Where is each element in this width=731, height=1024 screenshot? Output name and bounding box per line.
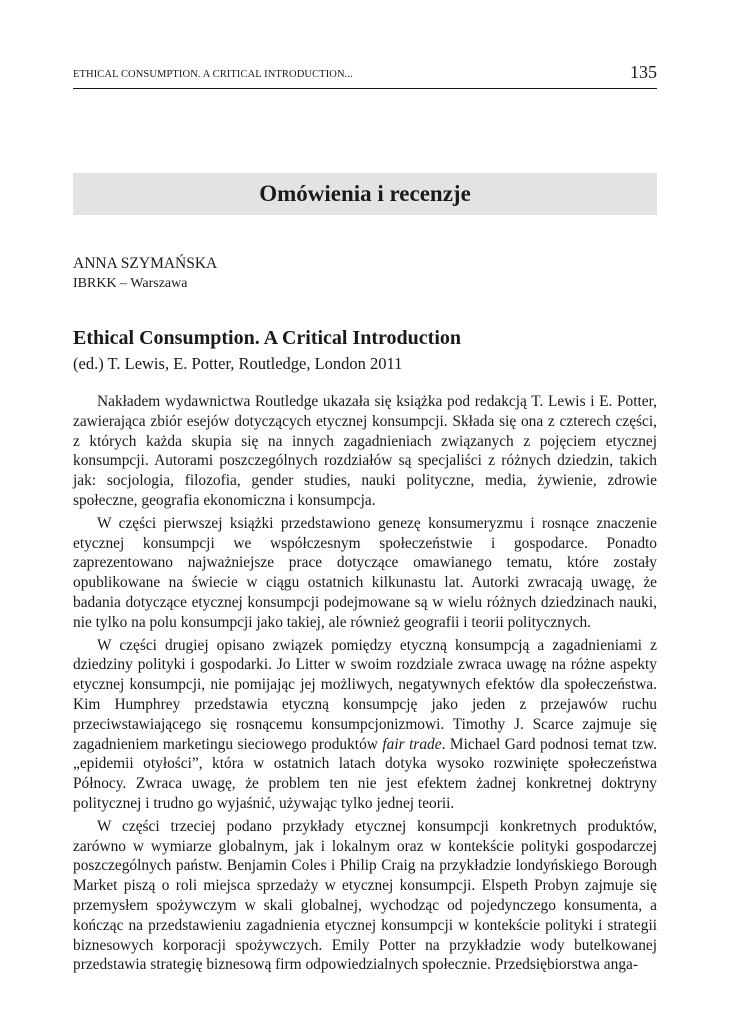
paragraph-4: W części trzeciej podano przykłady etycznej konsumpcji konkretnych produktów, zarówno w wymiarze globalnym, jak i lokalnym oraz w kontekście polityki gospodarczej poszczególnych państw. Benjamin Coles i Philip Craig na przykładzie londyńskiego Borough Market piszą o roli miejsca sprzedaży w etycznej konsumpcji. Elspeth Probyn zajmuje się przemysłem spożywczym w skali globalnej, wychodząc od pojedynczego konsumenta, a kończąc na przedstawieniu zagadnienia etycznej konsumpcji w kontekście polityki i strategii biznesowych korporacji spożywczych. Emily Potter na przykładzie wody butelkowanej przedstawia strategię biznesową firm odpowiedzialnych społecznie. Przedsiębiorstwa anga-: [73, 817, 657, 974]
book-title: Ethical Consumption. A Critical Introduction: [73, 327, 462, 349]
paragraph-3: [73, 636, 657, 814]
author-name: ANNA SZYMAŃSKA: [73, 255, 218, 272]
running-title: ETHICAL CONSUMPTION. A CRITICAL INTRODUCTION...: [73, 69, 353, 80]
section-title: Omówienia i recenzje: [73, 173, 657, 215]
paragraph-1: Nakładem wydawnictwa Routledge ukazała się książka pod redakcją T. Lewis i E. Potter, zawierająca zbiór esejów dotyczących etycznej konsumpcji. Składa się ona z czterech części, z których każda skupia się na innych zagadnieniach związanych z pojęciem etycznej konsumpcji. Autorami poszczególnych rozdziałów są specjaliści z różnych dziedzin, takich jak: socjologia, filozofia, gender studies, nauki polityczne, media, żywienie, zdrowie społeczne, geografia ekonomiczna i konsumpcja.: [73, 393, 657, 509]
review-body: [73, 392, 657, 978]
page-number: 135: [630, 62, 657, 82]
book-citation: (ed.) T. Lewis, E. Potter, Routledge, London 2011: [73, 354, 403, 373]
paragraph-3-italic-term: fair trade: [382, 735, 442, 753]
paragraph-3-part-2: . Michael Gard podnosi temat tzw. „epidemii otyłości”, która w ostatnich latach dotyka wysoko rozwinięte społeczeństwa Północy. Zwraca uwagę, że problem ten nie jest efektem żadnej konkretnej doktryny politycznej i trudno go wyjaśnić, używając tylko jednej teorii.: [73, 735, 657, 812]
paragraph-3-part-1: W części drugiej opisano związek pomiędzy etyczną konsumpcją a zagadnieniami z dziedziny polityki i gospodarki. Jo Litter w swoim rozdziale zwraca uwagę na różne aspekty etycznej konsumpcji, nie pomijając jej możliwych, negatywnych efektów dla społeczeństwa. Kim Humphrey przedstawia etyczną konsumpcję jako jeden z przejawów ruchu przeciwstawiającego się rosnącemu konsumpcjonizmowi. Timothy J. Scarce zajmuje się zagadnieniem marketingu sieciowego produktów: [73, 636, 657, 753]
paragraph-2: W części pierwszej książki przedstawiono genezę konsumeryzmu i rosnące znaczenie etycznej konsumpcji we współczesnym społeczeństwie i gospodarce. Ponadto zaprezentowano najważniejsze prace dotyczące omawianego tematu, które zostały opublikowane na świecie w ciągu ostatnich kilkunastu lat. Autorki zwracają uwagę, że badania dotyczące etycznej konsumpcji podejmowane są w wielu różnych dziedzinach nauki, nie tylko na polu konsumpcji jako takiej, ale również geografii i teorii politycznych.: [73, 514, 657, 631]
running-head: [73, 62, 657, 89]
author-affiliation: IBRKK – Warszawa: [73, 276, 188, 291]
